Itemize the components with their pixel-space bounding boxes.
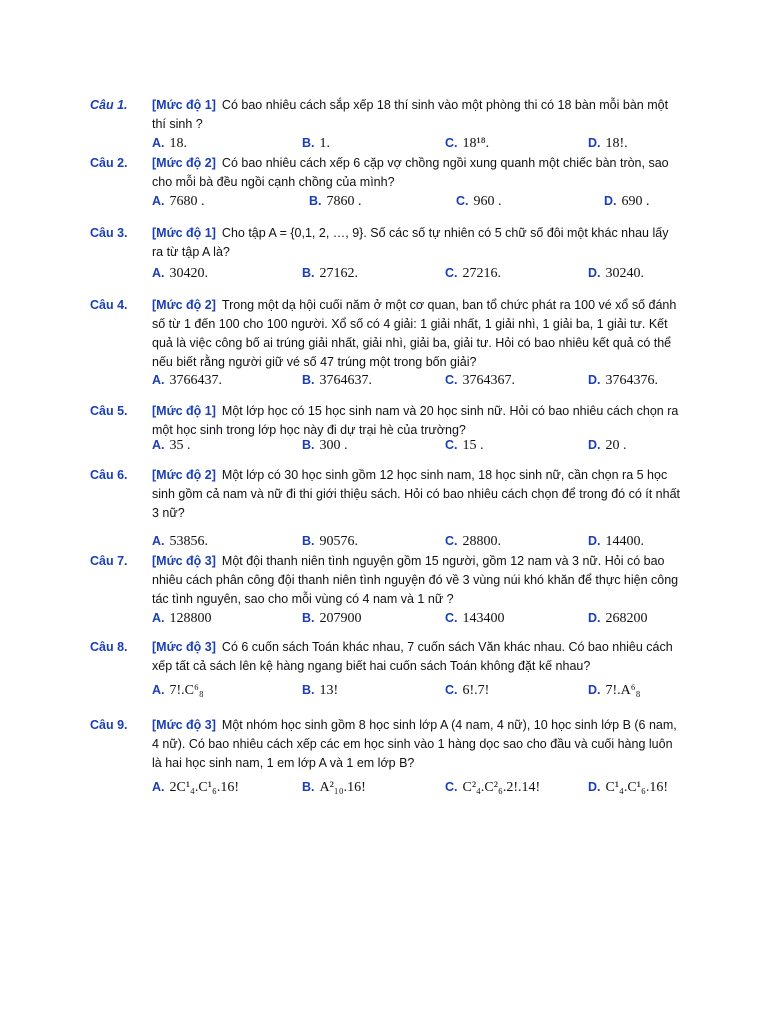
option-value: C²₄.C²₆.2!.14! [462,780,541,795]
answer-option-a[interactable] [152,609,212,628]
answer-options [152,436,712,456]
answer-options [152,609,712,629]
option-letter: B. [302,683,315,697]
option-letter: C. [445,438,458,452]
option-value: 268200 [605,611,648,626]
answer-option-a[interactable] [152,681,204,700]
answer-option-a[interactable] [152,532,208,551]
question-number: Câu 3. [90,226,128,240]
question-body: Một đội thanh niên tình nguyện gồm 15 người, gồm 12 nam và 3 nữ. Hỏi có bao nhiêu cách phân công đội thanh niên tình nguyện đó về 3 vùng núi khó khăn để thực hiện công tác tình nguyên, sao cho mỗi vùng có 4 nam và 1 nữ ? [152,554,679,606]
difficulty-level: [Mức độ 1] [152,226,216,240]
option-letter: C. [445,534,458,548]
difficulty-level: [Mức độ 2] [152,468,216,482]
difficulty-level: [Mức độ 1] [152,404,216,418]
question-body: Một nhóm học sinh gồm 8 học sinh lớp A (4 nam, 4 nữ), 10 học sinh lớp B (6 nam, 4 nữ). Có bao nhiêu cách xếp các em học sinh vào 1 hàng dọc sao cho đầu và cuối hàng luôn là hai học sinh nam, 1 em lớp A và 1 em lớp B? [152,718,677,770]
option-letter: A. [152,780,165,794]
option-letter: D. [588,534,601,548]
difficulty-level: [Mức độ 3] [152,640,216,654]
option-letter: A. [152,373,165,387]
answer-option-d[interactable] [588,134,628,153]
answer-option-c[interactable] [445,436,484,455]
option-letter: C. [456,194,469,208]
answer-options [152,532,712,552]
answer-options [152,264,712,284]
question-text [152,296,682,372]
answer-option-c[interactable] [445,371,515,390]
question-body: Có bao nhiêu cách xếp 6 cặp vợ chồng ngồi xung quanh một chiếc bàn tròn, sao cho mỗi bà đều ngồi cạnh chồng của mình? [152,156,669,189]
question-number: Câu 2. [90,156,128,170]
question-number: Câu 7. [90,554,128,568]
question-text [152,96,682,134]
option-value: 30420. [169,266,208,281]
question-text [152,224,682,262]
question-number: Câu 9. [90,718,128,732]
answer-option-a[interactable] [152,371,222,390]
option-letter: D. [588,780,601,794]
option-value: 18!. [605,136,628,151]
option-value: 27162. [319,266,358,281]
answer-option-d[interactable] [588,609,648,628]
difficulty-level: [Mức độ 2] [152,298,216,312]
option-letter: A. [152,438,165,452]
option-letter: A. [152,136,165,150]
option-value: 207900 [319,611,362,626]
answer-option-d[interactable] [588,778,668,797]
option-value: 27216. [462,266,501,281]
answer-options [152,371,712,391]
option-letter: A. [152,683,165,697]
option-value: 3764367. [462,373,515,388]
question-body: Có 6 cuốn sách Toán khác nhau, 7 cuốn sách Văn khác nhau. Có bao nhiêu cách xếp tất cả sách lên kệ hàng ngang biết hai cuốn sách Toán không đặt kế nhau? [152,640,673,673]
option-value: 14400. [605,534,644,549]
answer-option-b[interactable] [302,532,358,551]
answer-option-c[interactable] [445,609,505,628]
option-letter: C. [445,136,458,150]
question-number: Câu 5. [90,404,128,418]
question-number: Câu 1. [90,98,128,112]
answer-option-b[interactable] [302,681,338,700]
answer-option-c[interactable] [445,778,540,797]
question-body: Một lớp có 30 học sinh gồm 12 học sinh nam, 18 học sinh nữ, cần chọn ra 5 học sinh gồm cả nam và nữ đi thi giới thiệu sách. Hỏi có bao nhiêu cách chọn để trong đó có ít nhất 3 nữ? [152,468,680,520]
answer-option-c[interactable] [445,681,489,700]
option-letter: A. [152,534,165,548]
option-letter: C. [445,611,458,625]
question-body: Trong một dạ hội cuối năm ở một cơ quan, ban tổ chức phát ra 100 vé xổ số đánh số từ 1 đến 100 cho 100 người. Xổ số có 4 giải: 1 giải nhất, 1 giải nhì, 1 giải ba, 1 giải tư. Kết quả là việc công bố ai trúng giải nhất, giải nhì, giải ba, giải tư. Hỏi có bao nhiêu kết quả có thể nếu biết rằng người giữ vé số 47 trúng một trong bốn giải? [152,298,677,369]
option-letter: B. [309,194,322,208]
option-letter: D. [588,266,601,280]
difficulty-level: [Mức độ 2] [152,156,216,170]
answer-options [152,134,712,154]
option-letter: A. [152,266,165,280]
option-letter: A. [152,611,165,625]
option-value: 7!.A⁶₈ [605,683,641,698]
option-value: 1. [319,136,330,151]
option-letter: C. [445,683,458,697]
option-value: 690 . [621,194,650,209]
option-letter: B. [302,136,315,150]
answer-option-b[interactable] [302,778,366,797]
answer-option-c[interactable] [445,264,501,283]
answer-option-a[interactable] [152,134,187,153]
question-5 [90,402,690,458]
answer-option-d[interactable] [588,436,627,455]
question-text [152,154,682,192]
option-value: 3766437. [169,373,222,388]
question-number: Câu 8. [90,640,128,654]
option-value: 53856. [169,534,208,549]
question-2 [90,154,690,214]
option-value: 18. [169,136,187,151]
option-value: 6!.7! [462,683,490,698]
answer-options [152,192,712,212]
question-4 [90,296,690,393]
answer-options [152,778,712,798]
answer-option-a[interactable] [152,778,239,797]
question-body: Một lớp học có 15 học sinh nam và 20 học sinh nữ. Hỏi có bao nhiêu cách chọn ra một học sinh trong lớp học này đi dự trại hè của trường? [152,404,679,437]
option-letter: D. [588,438,601,452]
answer-option-b[interactable] [302,609,362,628]
question-6 [90,466,690,554]
option-value: 960 . [473,194,502,209]
question-7 [90,552,690,631]
option-value: 7680 . [169,194,205,209]
difficulty-level: [Mức độ 1] [152,98,216,112]
question-text [152,638,682,676]
question-body: Cho tập A = {0,1, 2, …, 9}. Số các số tự nhiên có 5 chữ số đôi một khác nhau lấy ra từ tập A là? [152,226,669,259]
question-1 [90,96,690,156]
option-value: 2C¹₄.C¹₆.16! [169,780,239,795]
answer-option-b[interactable] [302,264,358,283]
option-value: 128800 [169,611,212,626]
question-number: Câu 4. [90,298,128,312]
option-letter: B. [302,266,315,280]
option-value: 3764376. [605,373,658,388]
option-letter: B. [302,780,315,794]
option-value: A²₁₀.16! [319,780,366,795]
question-body: Có bao nhiêu cách sắp xếp 18 thí sinh vào một phòng thi có 18 bàn mỗi bàn một thí sinh ? [152,98,669,131]
option-letter: C. [445,373,458,387]
answer-options [152,681,712,701]
option-letter: C. [445,266,458,280]
option-value: 143400 [462,611,505,626]
question-3 [90,224,690,286]
option-letter: D. [588,683,601,697]
option-letter: B. [302,534,315,548]
question-8 [90,638,690,703]
answer-option-c[interactable] [456,192,502,211]
option-letter: B. [302,611,315,625]
difficulty-level: [Mức độ 3] [152,554,216,568]
answer-option-d[interactable] [588,264,644,283]
answer-option-d[interactable] [588,681,641,700]
answer-option-c[interactable] [445,134,489,153]
option-letter: D. [588,611,601,625]
option-value: 18¹⁸. [462,136,490,151]
option-letter: D. [588,136,601,150]
answer-option-b[interactable] [302,371,372,390]
option-letter: D. [588,373,601,387]
answer-option-a[interactable] [152,436,191,455]
option-value: 13! [319,683,339,698]
option-value: 15 . [462,438,484,453]
option-value: 35 . [169,438,191,453]
answer-option-d[interactable] [588,371,658,390]
option-value: 7!.C⁶₈ [169,683,204,698]
question-text [152,716,682,773]
option-value: 28800. [462,534,501,549]
difficulty-level: [Mức độ 3] [152,718,216,732]
option-value: 3764637. [319,373,372,388]
answer-option-d[interactable] [604,192,650,211]
question-9 [90,716,690,800]
option-letter: A. [152,194,165,208]
question-text [152,552,682,609]
option-value: 90576. [319,534,358,549]
option-value: 30240. [605,266,644,281]
option-value: C¹₄.C¹₆.16! [605,780,668,795]
option-letter: D. [604,194,617,208]
option-value: 20 . [605,438,627,453]
question-number: Câu 6. [90,468,128,482]
answer-option-d[interactable] [588,532,644,551]
option-letter: B. [302,373,315,387]
answer-option-a[interactable] [152,264,208,283]
answer-option-b[interactable] [302,436,348,455]
option-value: 7860 . [326,194,362,209]
answer-option-b[interactable] [302,134,330,153]
question-text [152,402,682,440]
answer-option-a[interactable] [152,192,205,211]
option-value: 300 . [319,438,348,453]
answer-option-c[interactable] [445,532,501,551]
answer-option-b[interactable] [309,192,362,211]
question-text [152,466,682,523]
option-letter: C. [445,780,458,794]
option-letter: B. [302,438,315,452]
